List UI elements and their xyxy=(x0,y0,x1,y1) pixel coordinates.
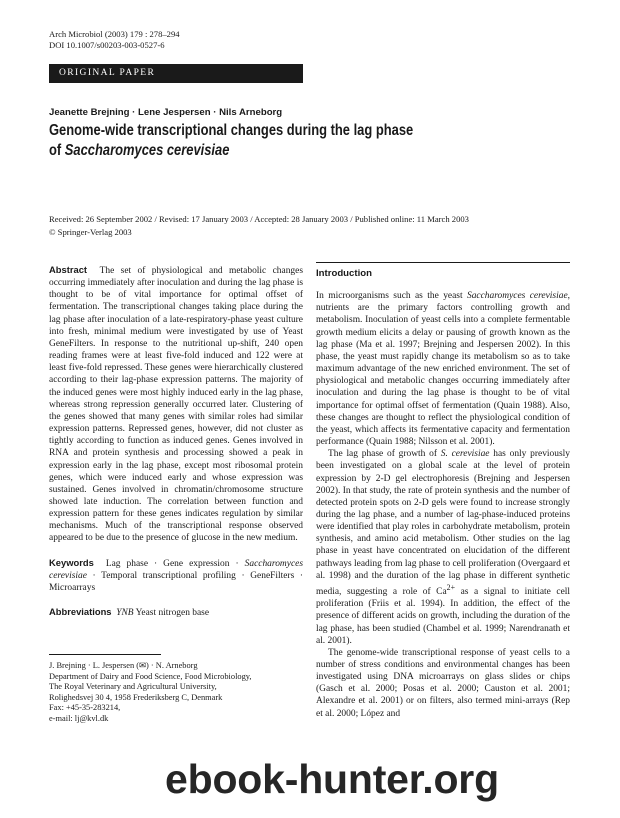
title-species: Saccharomyces cerevisiae xyxy=(64,142,230,159)
introduction-heading: Introduction xyxy=(316,268,372,279)
history-dates: Received: 26 September 2002 / Revised: 17 January 2003 / Accepted: 28 January 2003 / Published online: 11 March 2003 xyxy=(49,214,469,224)
intro-paragraph-2 xyxy=(316,448,570,647)
affiliation-block xyxy=(49,661,252,724)
affiliation-fax: Fax: +45-35-283214, xyxy=(49,703,121,712)
intro-p2-c: as a signal to initiate cell proliferation (Friis et al. 1994). In addition, the effect of the presence of different acids on growth, including the duration of the lag phase, has been studied (Chambel et al. 1999; Narendranath et al. 2001). xyxy=(316,587,571,646)
affiliation-names: J. Brejning · L. Jespersen (✉) · N. Arneborg xyxy=(49,661,198,670)
article-title xyxy=(49,121,503,161)
intro-paragraph-1 xyxy=(316,290,570,448)
abbreviation-definition: Yeast nitrogen base xyxy=(135,608,210,619)
section-band xyxy=(49,64,303,83)
abbreviations xyxy=(49,606,303,619)
intro-p1-a: In microorganisms such as the yeast xyxy=(316,291,467,302)
section-rule xyxy=(316,262,570,267)
journal-citation: Arch Microbiol (2003) 179 : 278–294 xyxy=(49,29,180,39)
doi: DOI 10.1007/s00203-003-0527-6 xyxy=(49,40,165,50)
abstract xyxy=(49,264,303,545)
affiliation-dept: Department of Dairy and Food Science, Food Microbiology, xyxy=(49,671,252,681)
keywords xyxy=(49,557,303,594)
intro-p2-b: has only previously been investigated on a global scale at the level of protein expression by 2-D gel electrophoresis (Brejning and Jespersen 2002). In that study, the rate of protein synthesis and the number of detected protein spots on 2-D gels were found to increase strongly during the lag phase, and a number of lag-phase-induced proteins were identified that play roles in carbohydrate metabolism, protein synthesis, and amino acid metabolism. Other studies on the lag phase in yeast have concentrated on elucidation of the different pathways leading from lag phase to cell proliferation (Overgaard et al. 1998) and the duration of the lag phase in different synthetic media, suggesting a role of Ca xyxy=(316,449,570,598)
title-prefix: of xyxy=(49,142,65,159)
intro-p1-species: Saccharomyces cerevisiae xyxy=(466,291,568,302)
left-column xyxy=(49,264,303,619)
copyright: © Springer-Verlag 2003 xyxy=(49,227,132,237)
watermark: ebook-hunter.org xyxy=(165,756,499,802)
journal-info xyxy=(49,29,180,51)
authors: Jeanette Brejning · Lene Jespersen · Nils Arneborg xyxy=(49,107,283,118)
abbreviation-term: YNB xyxy=(116,608,134,619)
abstract-text: The set of physiological and metabolic changes occurring immediately after inoculation and during the lag phase is thought to be of vital importance for optimal offset of fermentation. The transcriptional changes taking place during the lag phase after inoculation of a late-respiratory-phase yeast culture into fresh, minimal medium were investigated by use of Yeast GeneFilters. In response to the nutritional up-shift, 240 open reading frames were at least five-fold induced and 122 were at least five-fold repressed. These genes were hierarchically clustered according to their lag-phase expression patterns. The majority of the induced genes were most highly induced early in the lag phase, whereas strong repression generally occurred later. Clustering of the genes showed that many genes with similar roles had similar expression patterns. Repressed genes, however, did not cluster as tightly according to function as induced genes. Genes involved in RNA and protein synthesis and processing showed a peak in expression early in the lag phase, except most ribosomal protein genes, which were induced early and whose expression was sustained. Genes involved in chromatin/chromosome structure showed late induction. The correlation between function and expression pattern for these genes indicates regulation by similar mechanisms. Much of the transcriptional response observed appeared to be due to the presence of glucose in the new medium. xyxy=(49,266,303,544)
affiliation-address: Rolighedsvej 30 4, 1958 Frederiksberg C, Denmark xyxy=(49,692,223,702)
section-label: ORIGINAL PAPER xyxy=(59,68,156,78)
keywords-species: Saccharomyces cerevisiae xyxy=(49,558,303,581)
keywords-text-a: Lag phase · Gene expression · xyxy=(105,558,239,569)
right-column xyxy=(316,262,570,720)
affiliation-email: e-mail: lj@kvl.dk xyxy=(49,713,109,723)
intro-p2-a: The lag phase of growth of xyxy=(328,449,441,460)
title-line-2 xyxy=(49,141,503,161)
abbreviations-label: Abbreviations xyxy=(49,606,112,618)
keywords-label: Keywords xyxy=(49,556,94,568)
intro-p2-species: S. cerevisiae xyxy=(440,449,490,460)
keywords-text-b: · Temporal transcriptional profiling · GeneFilters · Microarrays xyxy=(49,570,303,593)
publication-dates xyxy=(49,213,469,239)
abstract-label: Abstract xyxy=(49,264,88,275)
intro-paragraph-3: The genome-wide transcriptional response of yeast cells to a number of stress conditions and environmental changes has been investigated using DNA microarrays on glass slides or chips (Gasch et al. 2000; Posas et al. 2000; Causton et al. 2001; Alexandre et al. 2001) or on filters, also termed mini-arrays (Rep et al. 2000; López and xyxy=(316,647,570,719)
affiliation-divider xyxy=(49,654,161,655)
intro-p1-b: , nutrients are the primary factors controlling growth and metabolism. Inoculation of yeast cells into a complete fermentable growth medium elicits a delay or pausing of growth known as the lag phase (Ma et al. 1997; Brejning and Jespersen 2002). In this phase, the yeast must rapidly change its metabolism so as to take maximum advantage of the new enriched environment. The set of physiological and metabolic changes occurring immediately after inoculation and during the lag phase is thought to be of vital importance for optimal offset of fermentation (Quain 1988). Also, these changes are thought to reflect the physiological condition of the yeast, which affects its fermentative capacity and fermentation performance (Quain 1988; Nilsson et al. 2001). xyxy=(316,291,570,448)
intro-p2-sup: 2+ xyxy=(446,582,456,592)
affiliation-university: The Royal Veterinary and Agricultural University, xyxy=(49,682,217,691)
title-line-1: Genome-wide transcriptional changes during the lag phase xyxy=(49,122,414,139)
